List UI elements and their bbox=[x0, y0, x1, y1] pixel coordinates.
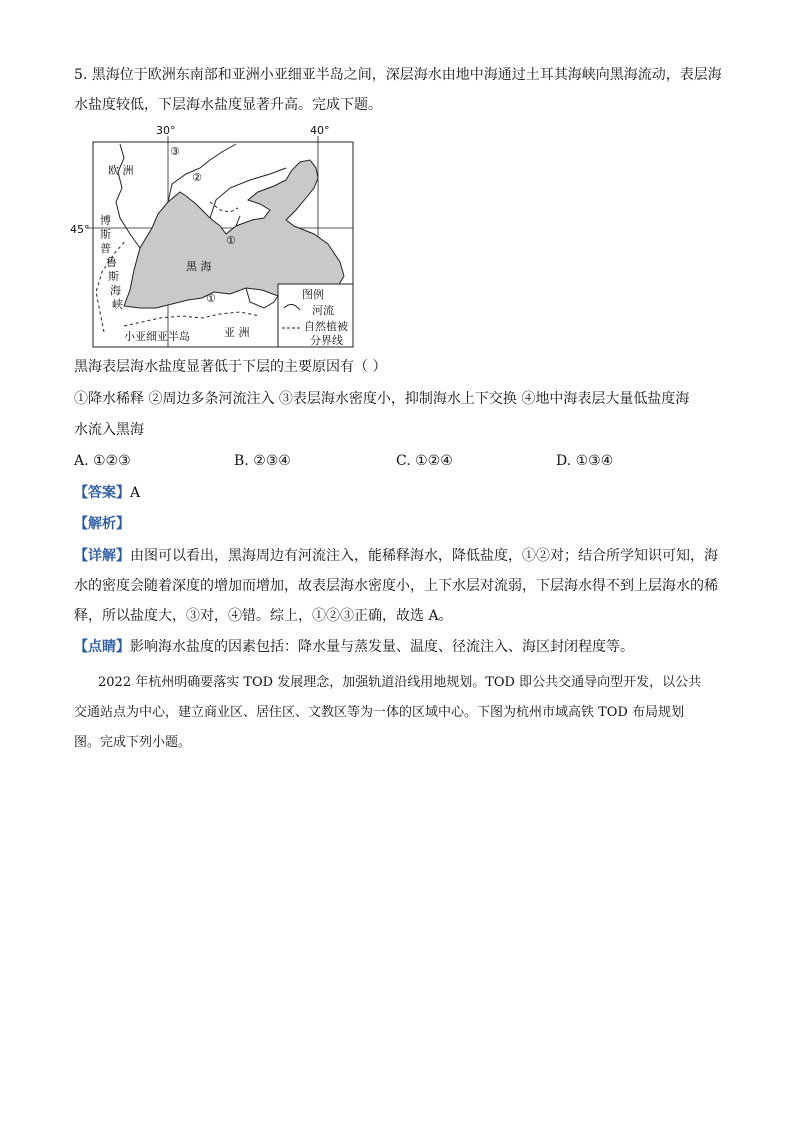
next-question-line-3: 图。完成下列小题。 bbox=[74, 735, 192, 750]
question-line-2: 水盐度较低，下层海水盐度显著升高。完成下题。 bbox=[74, 97, 382, 113]
strait-char-7: 峡 bbox=[112, 298, 123, 311]
next-question-line-1: 2022 年杭州明确要落实 TOD 发展理念，加强轨道沿线用地规划。TOD 即公共交通导向型开发，以公共 bbox=[98, 675, 702, 690]
black-sea-map bbox=[60, 122, 360, 350]
detail-text-1: 由图可以看出，黑海周边有河流注入，能稀释海水，降低盐度，①②对；结合所学知识可知，海 bbox=[130, 548, 718, 564]
statements-line-2: 水流入黑海 bbox=[74, 422, 144, 438]
label-europe: 欧 洲 bbox=[108, 164, 134, 177]
answer-label: 【答案】 bbox=[74, 485, 130, 501]
tip-row bbox=[74, 638, 634, 656]
strait-char-1: 博 bbox=[100, 214, 111, 227]
strait-char-3: 普 bbox=[100, 242, 111, 255]
lon-40-label: 40° bbox=[310, 124, 330, 137]
legend-title: 图例 bbox=[302, 288, 324, 301]
answer-row bbox=[74, 484, 140, 502]
option-a: A. ①②③ bbox=[74, 453, 131, 469]
detail-line-1 bbox=[74, 547, 718, 565]
next-question-line-2: 交通站点为中心，建立商业区、居住区、文教区等为一体的区域中心。下图为杭州市域高铁 TOD 布局规划 bbox=[74, 705, 685, 720]
veg-boundary-south bbox=[124, 312, 260, 326]
option-d: D. ①③④ bbox=[556, 453, 614, 469]
option-b: B. ②③④ bbox=[234, 453, 291, 469]
option-c: C. ①②④ bbox=[396, 453, 453, 469]
question-stem: 黑海表层海水盐度显著低于下层的主要原因有（ ） bbox=[74, 359, 387, 375]
answer-value: A bbox=[130, 485, 141, 501]
legend-boundary-label-2: 分界线 bbox=[310, 334, 343, 347]
lon-30-label: 30° bbox=[156, 124, 176, 137]
strait-char-4: 鲁 bbox=[106, 256, 117, 269]
river-danube bbox=[116, 144, 140, 248]
detail-line-3: 释，所以盐度大，③对，④错。综上，①②③正确，故选 A。 bbox=[74, 608, 453, 624]
label-asia: 亚 洲 bbox=[224, 326, 250, 339]
marker-3: ③ bbox=[170, 145, 180, 158]
analysis-label: 【解析】 bbox=[74, 516, 130, 532]
marker-1-north: ① bbox=[226, 234, 236, 247]
detail-line-2: 水的密度会随着深度的增加而增加，故表层海水密度小，上下水层对流弱，下层海水得不到上层海水的稀 bbox=[74, 578, 718, 594]
analysis-row bbox=[74, 515, 130, 533]
question-line-1: 5. 黑海位于欧洲东南部和亚洲小亚细亚半岛之间，深层海水由地中海通过土耳其海峡向黑海流动，表层海 bbox=[74, 67, 722, 83]
label-asia-minor: 小亚细亚半岛 bbox=[124, 330, 190, 343]
lat-45-label: 45° bbox=[70, 223, 90, 236]
veg-boundary-north bbox=[210, 202, 238, 212]
legend-boundary-label-1: 自然植被 bbox=[304, 320, 348, 333]
tip-label: 【点睛】 bbox=[74, 639, 130, 655]
map-legend bbox=[278, 284, 353, 347]
label-black-sea: 黑 海 bbox=[186, 260, 212, 273]
tip-text: 影响海水盐度的因素包括：降水量与蒸发量、温度、径流注入、海区封闭程度等。 bbox=[130, 639, 634, 655]
legend-river-label: 河流 bbox=[312, 304, 334, 317]
strait-char-5: 斯 bbox=[108, 270, 119, 283]
detail-label: 【详解】 bbox=[74, 548, 130, 564]
strait-char-6: 海 bbox=[110, 284, 121, 297]
statements-line-1: ①降水稀释 ②周边多条河流注入 ③表层海水密度小，抑制海水上下交换 ④地中海表层大量低盐度海 bbox=[74, 391, 690, 407]
strait-char-2: 斯 bbox=[100, 228, 111, 241]
marker-2: ② bbox=[192, 171, 202, 184]
marker-1-south: ① bbox=[206, 292, 216, 305]
